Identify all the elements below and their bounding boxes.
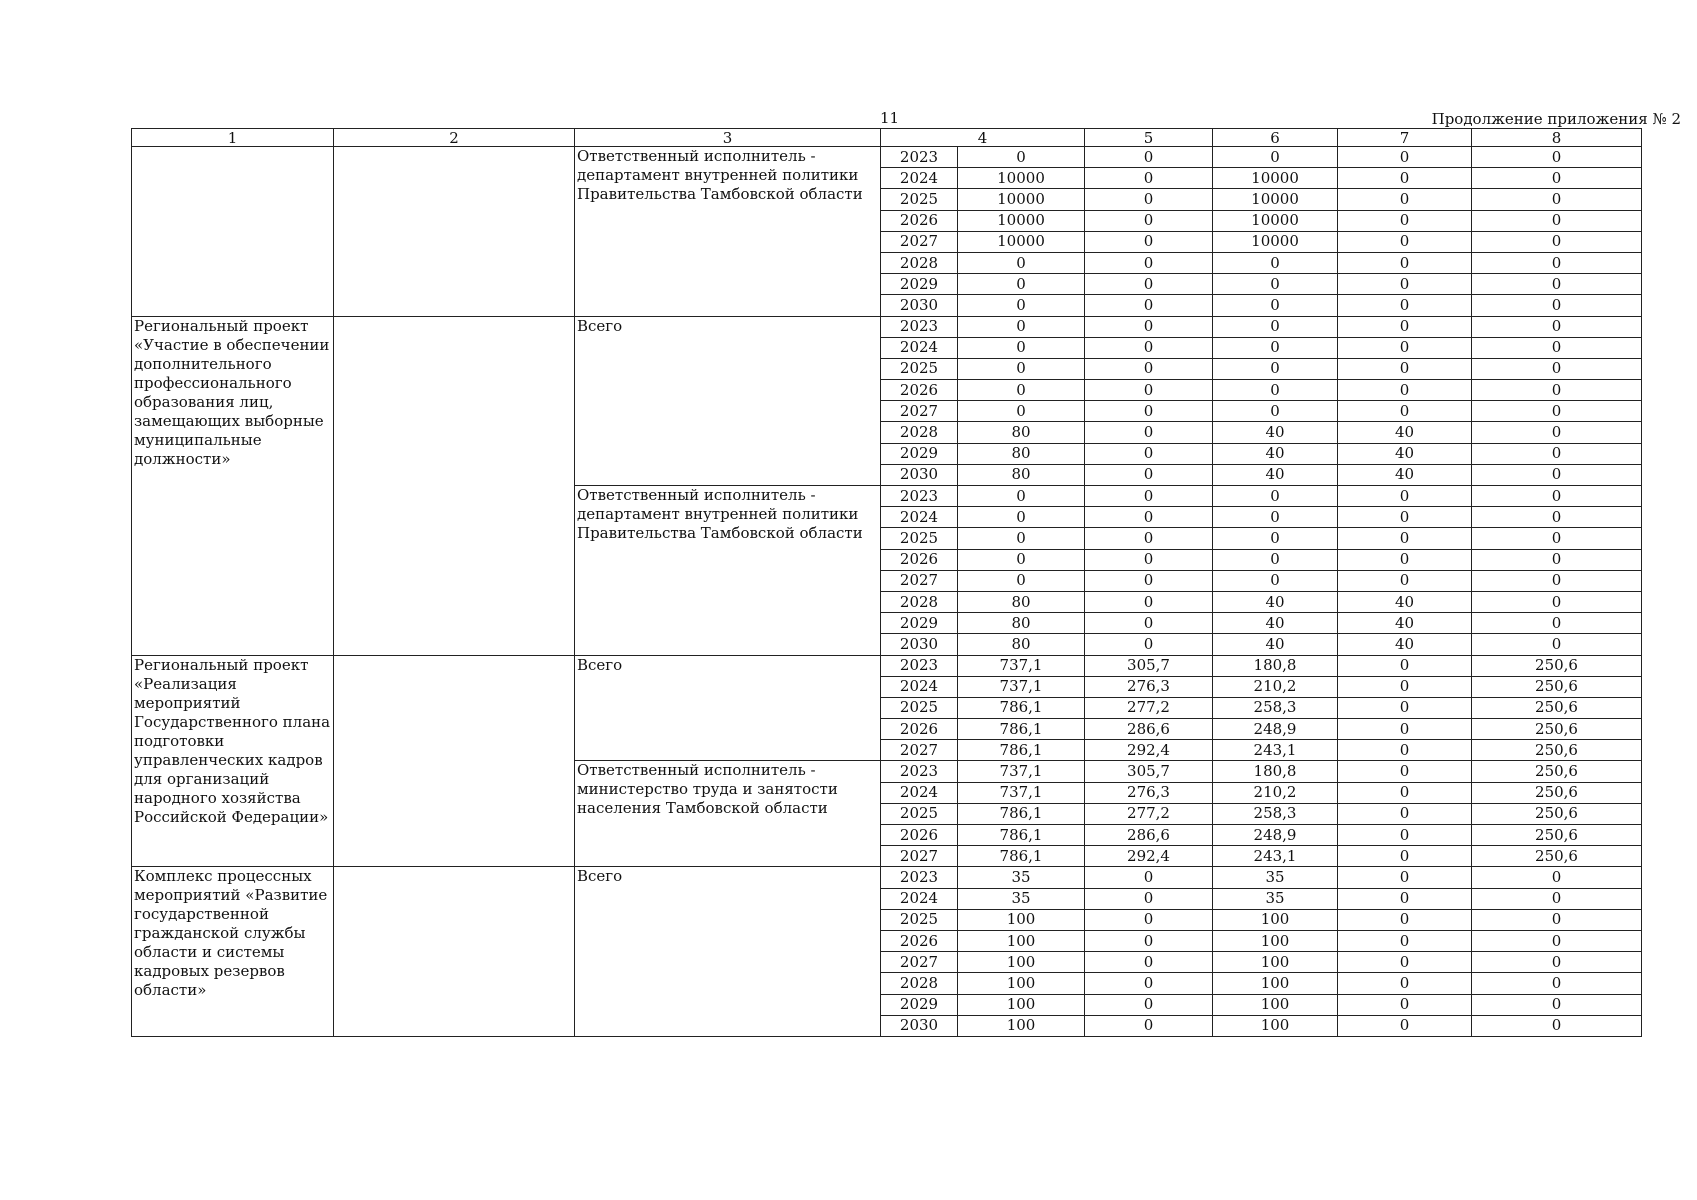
value-cell-6: 100: [1213, 973, 1338, 994]
value-cell-5: 0: [1085, 591, 1213, 612]
value-cell-4: 10000: [958, 168, 1085, 189]
executor-cell: Всего: [575, 655, 881, 761]
value-cell-6: 100: [1213, 930, 1338, 951]
year-cell: 2030: [881, 634, 958, 655]
year-cell: 2023: [881, 761, 958, 782]
value-cell-4: 786,1: [958, 740, 1085, 761]
value-cell-5: 0: [1085, 1015, 1213, 1036]
value-cell-6: 0: [1213, 528, 1338, 549]
value-cell-4: 100: [958, 952, 1085, 973]
value-cell-5: 0: [1085, 528, 1213, 549]
year-cell: 2026: [881, 825, 958, 846]
value-cell-7: 40: [1338, 591, 1472, 612]
value-cell-7: 0: [1338, 252, 1472, 273]
value-cell-4: 80: [958, 464, 1085, 485]
year-cell: 2028: [881, 591, 958, 612]
value-cell-4: 80: [958, 591, 1085, 612]
value-cell-6: 40: [1213, 591, 1338, 612]
value-cell-6: 0: [1213, 507, 1338, 528]
executor-cell: Всего: [575, 867, 881, 1037]
year-cell: 2030: [881, 1015, 958, 1036]
value-cell-6: 0: [1213, 570, 1338, 591]
value-cell-6: 0: [1213, 252, 1338, 273]
year-cell: 2026: [881, 549, 958, 570]
value-cell-8: 0: [1472, 591, 1642, 612]
value-cell-4: 737,1: [958, 782, 1085, 803]
year-cell: 2026: [881, 719, 958, 740]
year-cell: 2025: [881, 358, 958, 379]
header-cell: 3: [575, 129, 881, 147]
value-cell-7: 40: [1338, 634, 1472, 655]
value-cell-8: 0: [1472, 168, 1642, 189]
value-cell-5: 0: [1085, 507, 1213, 528]
value-cell-6: 0: [1213, 337, 1338, 358]
column-2-cell: [334, 655, 575, 867]
value-cell-7: 0: [1338, 486, 1472, 507]
value-cell-7: 0: [1338, 846, 1472, 867]
value-cell-6: 100: [1213, 994, 1338, 1015]
program-name-cell: [132, 147, 334, 317]
value-cell-7: 0: [1338, 782, 1472, 803]
value-cell-7: 0: [1338, 168, 1472, 189]
value-cell-5: 276,3: [1085, 782, 1213, 803]
value-cell-8: 0: [1472, 295, 1642, 316]
value-cell-5: 0: [1085, 401, 1213, 422]
continuation-note: Продолжение приложения № 2: [1431, 110, 1681, 128]
value-cell-7: 0: [1338, 825, 1472, 846]
value-cell-7: 0: [1338, 358, 1472, 379]
value-cell-4: 0: [958, 337, 1085, 358]
value-cell-8: 0: [1472, 507, 1642, 528]
value-cell-6: 258,3: [1213, 697, 1338, 718]
value-cell-8: 250,6: [1472, 846, 1642, 867]
executor-cell: Ответственный исполнитель - департамент внутренней политики Правительства Тамбовской области: [575, 147, 881, 317]
value-cell-8: 0: [1472, 888, 1642, 909]
value-cell-5: 0: [1085, 486, 1213, 507]
value-cell-6: 40: [1213, 634, 1338, 655]
value-cell-5: 0: [1085, 358, 1213, 379]
value-cell-6: 243,1: [1213, 740, 1338, 761]
value-cell-5: 0: [1085, 570, 1213, 591]
value-cell-7: 0: [1338, 973, 1472, 994]
value-cell-8: 0: [1472, 252, 1642, 273]
column-2-cell: [334, 316, 575, 655]
value-cell-6: 0: [1213, 295, 1338, 316]
value-cell-4: 786,1: [958, 803, 1085, 824]
header-cell: 8: [1472, 129, 1642, 147]
value-cell-7: 0: [1338, 189, 1472, 210]
value-cell-7: 40: [1338, 422, 1472, 443]
value-cell-6: 180,8: [1213, 655, 1338, 676]
value-cell-7: 0: [1338, 295, 1472, 316]
year-cell: 2023: [881, 655, 958, 676]
year-cell: 2025: [881, 528, 958, 549]
year-cell: 2030: [881, 295, 958, 316]
page-number: 11: [880, 109, 900, 127]
value-cell-5: 0: [1085, 210, 1213, 231]
value-cell-4: 786,1: [958, 719, 1085, 740]
value-cell-4: 35: [958, 867, 1085, 888]
value-cell-6: 180,8: [1213, 761, 1338, 782]
value-cell-4: 0: [958, 295, 1085, 316]
year-cell: 2029: [881, 274, 958, 295]
year-cell: 2025: [881, 909, 958, 930]
value-cell-8: 0: [1472, 994, 1642, 1015]
value-cell-4: 786,1: [958, 697, 1085, 718]
value-cell-5: 0: [1085, 930, 1213, 951]
value-cell-8: 250,6: [1472, 740, 1642, 761]
value-cell-4: 0: [958, 486, 1085, 507]
program-name-cell: Региональный проект «Участие в обеспечении дополнительного профессионального образования лиц, замещающих выборные муниципальные должности»: [132, 316, 334, 655]
value-cell-5: 0: [1085, 443, 1213, 464]
year-cell: 2024: [881, 507, 958, 528]
year-cell: 2027: [881, 231, 958, 252]
program-name-cell: Комплекс процессных мероприятий «Развитие государственной гражданской службы области и системы кадровых резервов области»: [132, 867, 334, 1037]
value-cell-7: 0: [1338, 528, 1472, 549]
value-cell-4: 0: [958, 528, 1085, 549]
value-cell-7: 0: [1338, 719, 1472, 740]
value-cell-5: 277,2: [1085, 803, 1213, 824]
value-cell-8: 250,6: [1472, 825, 1642, 846]
value-cell-7: 0: [1338, 952, 1472, 973]
value-cell-4: 100: [958, 994, 1085, 1015]
header-cell: 5: [1085, 129, 1213, 147]
value-cell-4: 10000: [958, 231, 1085, 252]
value-cell-8: 0: [1472, 231, 1642, 252]
executor-cell: Ответственный исполнитель - министерство труда и занятости населения Тамбовской области: [575, 761, 881, 867]
year-cell: 2026: [881, 380, 958, 401]
value-cell-5: 0: [1085, 634, 1213, 655]
value-cell-6: 100: [1213, 1015, 1338, 1036]
value-cell-8: 0: [1472, 274, 1642, 295]
value-cell-5: 0: [1085, 316, 1213, 337]
value-cell-4: 737,1: [958, 761, 1085, 782]
value-cell-8: 0: [1472, 930, 1642, 951]
value-cell-8: 0: [1472, 380, 1642, 401]
value-cell-4: 80: [958, 634, 1085, 655]
year-cell: 2028: [881, 422, 958, 443]
year-cell: 2023: [881, 147, 958, 168]
value-cell-4: 80: [958, 613, 1085, 634]
column-2-cell: [334, 147, 575, 317]
value-cell-6: 0: [1213, 358, 1338, 379]
value-cell-5: 305,7: [1085, 761, 1213, 782]
value-cell-4: 0: [958, 401, 1085, 422]
value-cell-8: 0: [1472, 1015, 1642, 1036]
value-cell-5: 0: [1085, 464, 1213, 485]
value-cell-8: 0: [1472, 422, 1642, 443]
value-cell-4: 737,1: [958, 655, 1085, 676]
value-cell-7: 0: [1338, 507, 1472, 528]
header-cell: 2: [334, 129, 575, 147]
value-cell-8: 0: [1472, 358, 1642, 379]
value-cell-8: 250,6: [1472, 655, 1642, 676]
value-cell-6: 10000: [1213, 210, 1338, 231]
value-cell-7: 0: [1338, 867, 1472, 888]
value-cell-7: 0: [1338, 274, 1472, 295]
column-2-cell: [334, 867, 575, 1037]
year-cell: 2029: [881, 613, 958, 634]
value-cell-7: 0: [1338, 697, 1472, 718]
value-cell-7: 0: [1338, 676, 1472, 697]
value-cell-4: 0: [958, 274, 1085, 295]
value-cell-7: 0: [1338, 655, 1472, 676]
value-cell-7: 0: [1338, 570, 1472, 591]
value-cell-8: 0: [1472, 528, 1642, 549]
value-cell-7: 0: [1338, 231, 1472, 252]
year-cell: 2028: [881, 252, 958, 273]
value-cell-6: 10000: [1213, 231, 1338, 252]
value-cell-5: 0: [1085, 337, 1213, 358]
value-cell-7: 0: [1338, 909, 1472, 930]
value-cell-6: 40: [1213, 464, 1338, 485]
value-cell-7: 0: [1338, 930, 1472, 951]
year-cell: 2027: [881, 740, 958, 761]
value-cell-7: 0: [1338, 147, 1472, 168]
year-cell: 2029: [881, 994, 958, 1015]
value-cell-4: 0: [958, 380, 1085, 401]
value-cell-7: 0: [1338, 1015, 1472, 1036]
value-cell-4: 0: [958, 549, 1085, 570]
year-cell: 2024: [881, 168, 958, 189]
value-cell-5: 0: [1085, 168, 1213, 189]
table-row: [132, 316, 1642, 337]
value-cell-4: 35: [958, 888, 1085, 909]
value-cell-6: 35: [1213, 867, 1338, 888]
value-cell-5: 292,4: [1085, 846, 1213, 867]
value-cell-5: 0: [1085, 867, 1213, 888]
value-cell-4: 100: [958, 973, 1085, 994]
value-cell-6: 10000: [1213, 189, 1338, 210]
year-cell: 2026: [881, 930, 958, 951]
year-cell: 2023: [881, 486, 958, 507]
year-cell: 2024: [881, 337, 958, 358]
value-cell-7: 0: [1338, 337, 1472, 358]
value-cell-6: 40: [1213, 443, 1338, 464]
year-cell: 2028: [881, 973, 958, 994]
year-cell: 2025: [881, 697, 958, 718]
value-cell-6: 40: [1213, 613, 1338, 634]
year-cell: 2024: [881, 782, 958, 803]
value-cell-4: 0: [958, 252, 1085, 273]
value-cell-5: 0: [1085, 295, 1213, 316]
value-cell-4: 80: [958, 443, 1085, 464]
value-cell-6: 0: [1213, 486, 1338, 507]
value-cell-4: 0: [958, 570, 1085, 591]
value-cell-4: 10000: [958, 189, 1085, 210]
value-cell-5: 286,6: [1085, 825, 1213, 846]
value-cell-8: 0: [1472, 486, 1642, 507]
value-cell-8: 0: [1472, 973, 1642, 994]
value-cell-4: 100: [958, 1015, 1085, 1036]
value-cell-7: 0: [1338, 210, 1472, 231]
value-cell-5: 292,4: [1085, 740, 1213, 761]
value-cell-4: 786,1: [958, 825, 1085, 846]
value-cell-6: 10000: [1213, 168, 1338, 189]
value-cell-8: 250,6: [1472, 761, 1642, 782]
value-cell-5: 0: [1085, 952, 1213, 973]
year-cell: 2027: [881, 401, 958, 422]
value-cell-6: 258,3: [1213, 803, 1338, 824]
value-cell-7: 0: [1338, 761, 1472, 782]
table-body: [132, 129, 1642, 1037]
value-cell-5: 0: [1085, 252, 1213, 273]
year-cell: 2025: [881, 189, 958, 210]
year-cell: 2029: [881, 443, 958, 464]
year-cell: 2024: [881, 676, 958, 697]
value-cell-7: 0: [1338, 316, 1472, 337]
value-cell-6: 243,1: [1213, 846, 1338, 867]
value-cell-7: 0: [1338, 994, 1472, 1015]
value-cell-4: 80: [958, 422, 1085, 443]
value-cell-8: 250,6: [1472, 803, 1642, 824]
value-cell-4: 10000: [958, 210, 1085, 231]
header-cell: 7: [1338, 129, 1472, 147]
value-cell-5: 286,6: [1085, 719, 1213, 740]
value-cell-8: 0: [1472, 443, 1642, 464]
value-cell-4: 0: [958, 507, 1085, 528]
value-cell-8: 0: [1472, 549, 1642, 570]
value-cell-5: 277,2: [1085, 697, 1213, 718]
value-cell-7: 0: [1338, 401, 1472, 422]
value-cell-8: 0: [1472, 570, 1642, 591]
value-cell-8: 0: [1472, 147, 1642, 168]
value-cell-6: 210,2: [1213, 782, 1338, 803]
value-cell-4: 0: [958, 147, 1085, 168]
table-row: [132, 867, 1642, 888]
value-cell-6: 0: [1213, 549, 1338, 570]
value-cell-8: 250,6: [1472, 782, 1642, 803]
program-name-cell: Региональный проект «Реализация мероприятий Государственного плана подготовки управленческих кадров для организаций народного хозяйства Российской Федерации»: [132, 655, 334, 867]
year-cell: 2023: [881, 867, 958, 888]
value-cell-5: 0: [1085, 380, 1213, 401]
value-cell-7: 40: [1338, 464, 1472, 485]
value-cell-7: 0: [1338, 380, 1472, 401]
value-cell-4: 0: [958, 358, 1085, 379]
value-cell-6: 248,9: [1213, 825, 1338, 846]
value-cell-7: 40: [1338, 443, 1472, 464]
value-cell-5: 0: [1085, 613, 1213, 634]
value-cell-8: 0: [1472, 952, 1642, 973]
value-cell-8: 0: [1472, 337, 1642, 358]
value-cell-6: 0: [1213, 274, 1338, 295]
value-cell-7: 40: [1338, 613, 1472, 634]
value-cell-8: 250,6: [1472, 719, 1642, 740]
value-cell-8: 250,6: [1472, 676, 1642, 697]
value-cell-5: 0: [1085, 994, 1213, 1015]
value-cell-6: 40: [1213, 422, 1338, 443]
budget-table: [131, 128, 1642, 1037]
value-cell-6: 35: [1213, 888, 1338, 909]
value-cell-5: 305,7: [1085, 655, 1213, 676]
year-cell: 2027: [881, 570, 958, 591]
value-cell-7: 0: [1338, 803, 1472, 824]
value-cell-6: 0: [1213, 316, 1338, 337]
value-cell-4: 786,1: [958, 846, 1085, 867]
value-cell-5: 0: [1085, 231, 1213, 252]
value-cell-6: 210,2: [1213, 676, 1338, 697]
value-cell-7: 0: [1338, 740, 1472, 761]
value-cell-5: 0: [1085, 888, 1213, 909]
year-cell: 2027: [881, 846, 958, 867]
value-cell-7: 0: [1338, 888, 1472, 909]
year-cell: 2030: [881, 464, 958, 485]
value-cell-5: 276,3: [1085, 676, 1213, 697]
value-cell-6: 0: [1213, 147, 1338, 168]
year-cell: 2024: [881, 888, 958, 909]
executor-cell: Ответственный исполнитель - департамент внутренней политики Правительства Тамбовской области: [575, 486, 881, 656]
value-cell-8: 0: [1472, 867, 1642, 888]
value-cell-5: 0: [1085, 147, 1213, 168]
year-cell: 2027: [881, 952, 958, 973]
value-cell-8: 0: [1472, 210, 1642, 231]
value-cell-4: 737,1: [958, 676, 1085, 697]
value-cell-8: 0: [1472, 464, 1642, 485]
value-cell-7: 0: [1338, 549, 1472, 570]
year-cell: 2023: [881, 316, 958, 337]
value-cell-5: 0: [1085, 189, 1213, 210]
value-cell-5: 0: [1085, 422, 1213, 443]
year-cell: 2025: [881, 803, 958, 824]
value-cell-5: 0: [1085, 909, 1213, 930]
value-cell-6: 100: [1213, 909, 1338, 930]
header-cell: 1: [132, 129, 334, 147]
value-cell-8: 0: [1472, 316, 1642, 337]
header-cell: 6: [1213, 129, 1338, 147]
value-cell-6: 0: [1213, 380, 1338, 401]
year-cell: 2026: [881, 210, 958, 231]
value-cell-6: 0: [1213, 401, 1338, 422]
value-cell-8: 0: [1472, 613, 1642, 634]
value-cell-8: 250,6: [1472, 697, 1642, 718]
value-cell-5: 0: [1085, 549, 1213, 570]
value-cell-8: 0: [1472, 909, 1642, 930]
header-row: [132, 129, 1642, 147]
value-cell-4: 100: [958, 909, 1085, 930]
value-cell-5: 0: [1085, 973, 1213, 994]
value-cell-8: 0: [1472, 634, 1642, 655]
value-cell-4: 0: [958, 316, 1085, 337]
table-row: [132, 147, 1642, 168]
value-cell-6: 100: [1213, 952, 1338, 973]
value-cell-8: 0: [1472, 189, 1642, 210]
value-cell-8: 0: [1472, 401, 1642, 422]
value-cell-6: 248,9: [1213, 719, 1338, 740]
value-cell-4: 100: [958, 930, 1085, 951]
executor-cell: Всего: [575, 316, 881, 486]
table-row: [132, 655, 1642, 676]
value-cell-5: 0: [1085, 274, 1213, 295]
header-cell: 4: [881, 129, 1085, 147]
